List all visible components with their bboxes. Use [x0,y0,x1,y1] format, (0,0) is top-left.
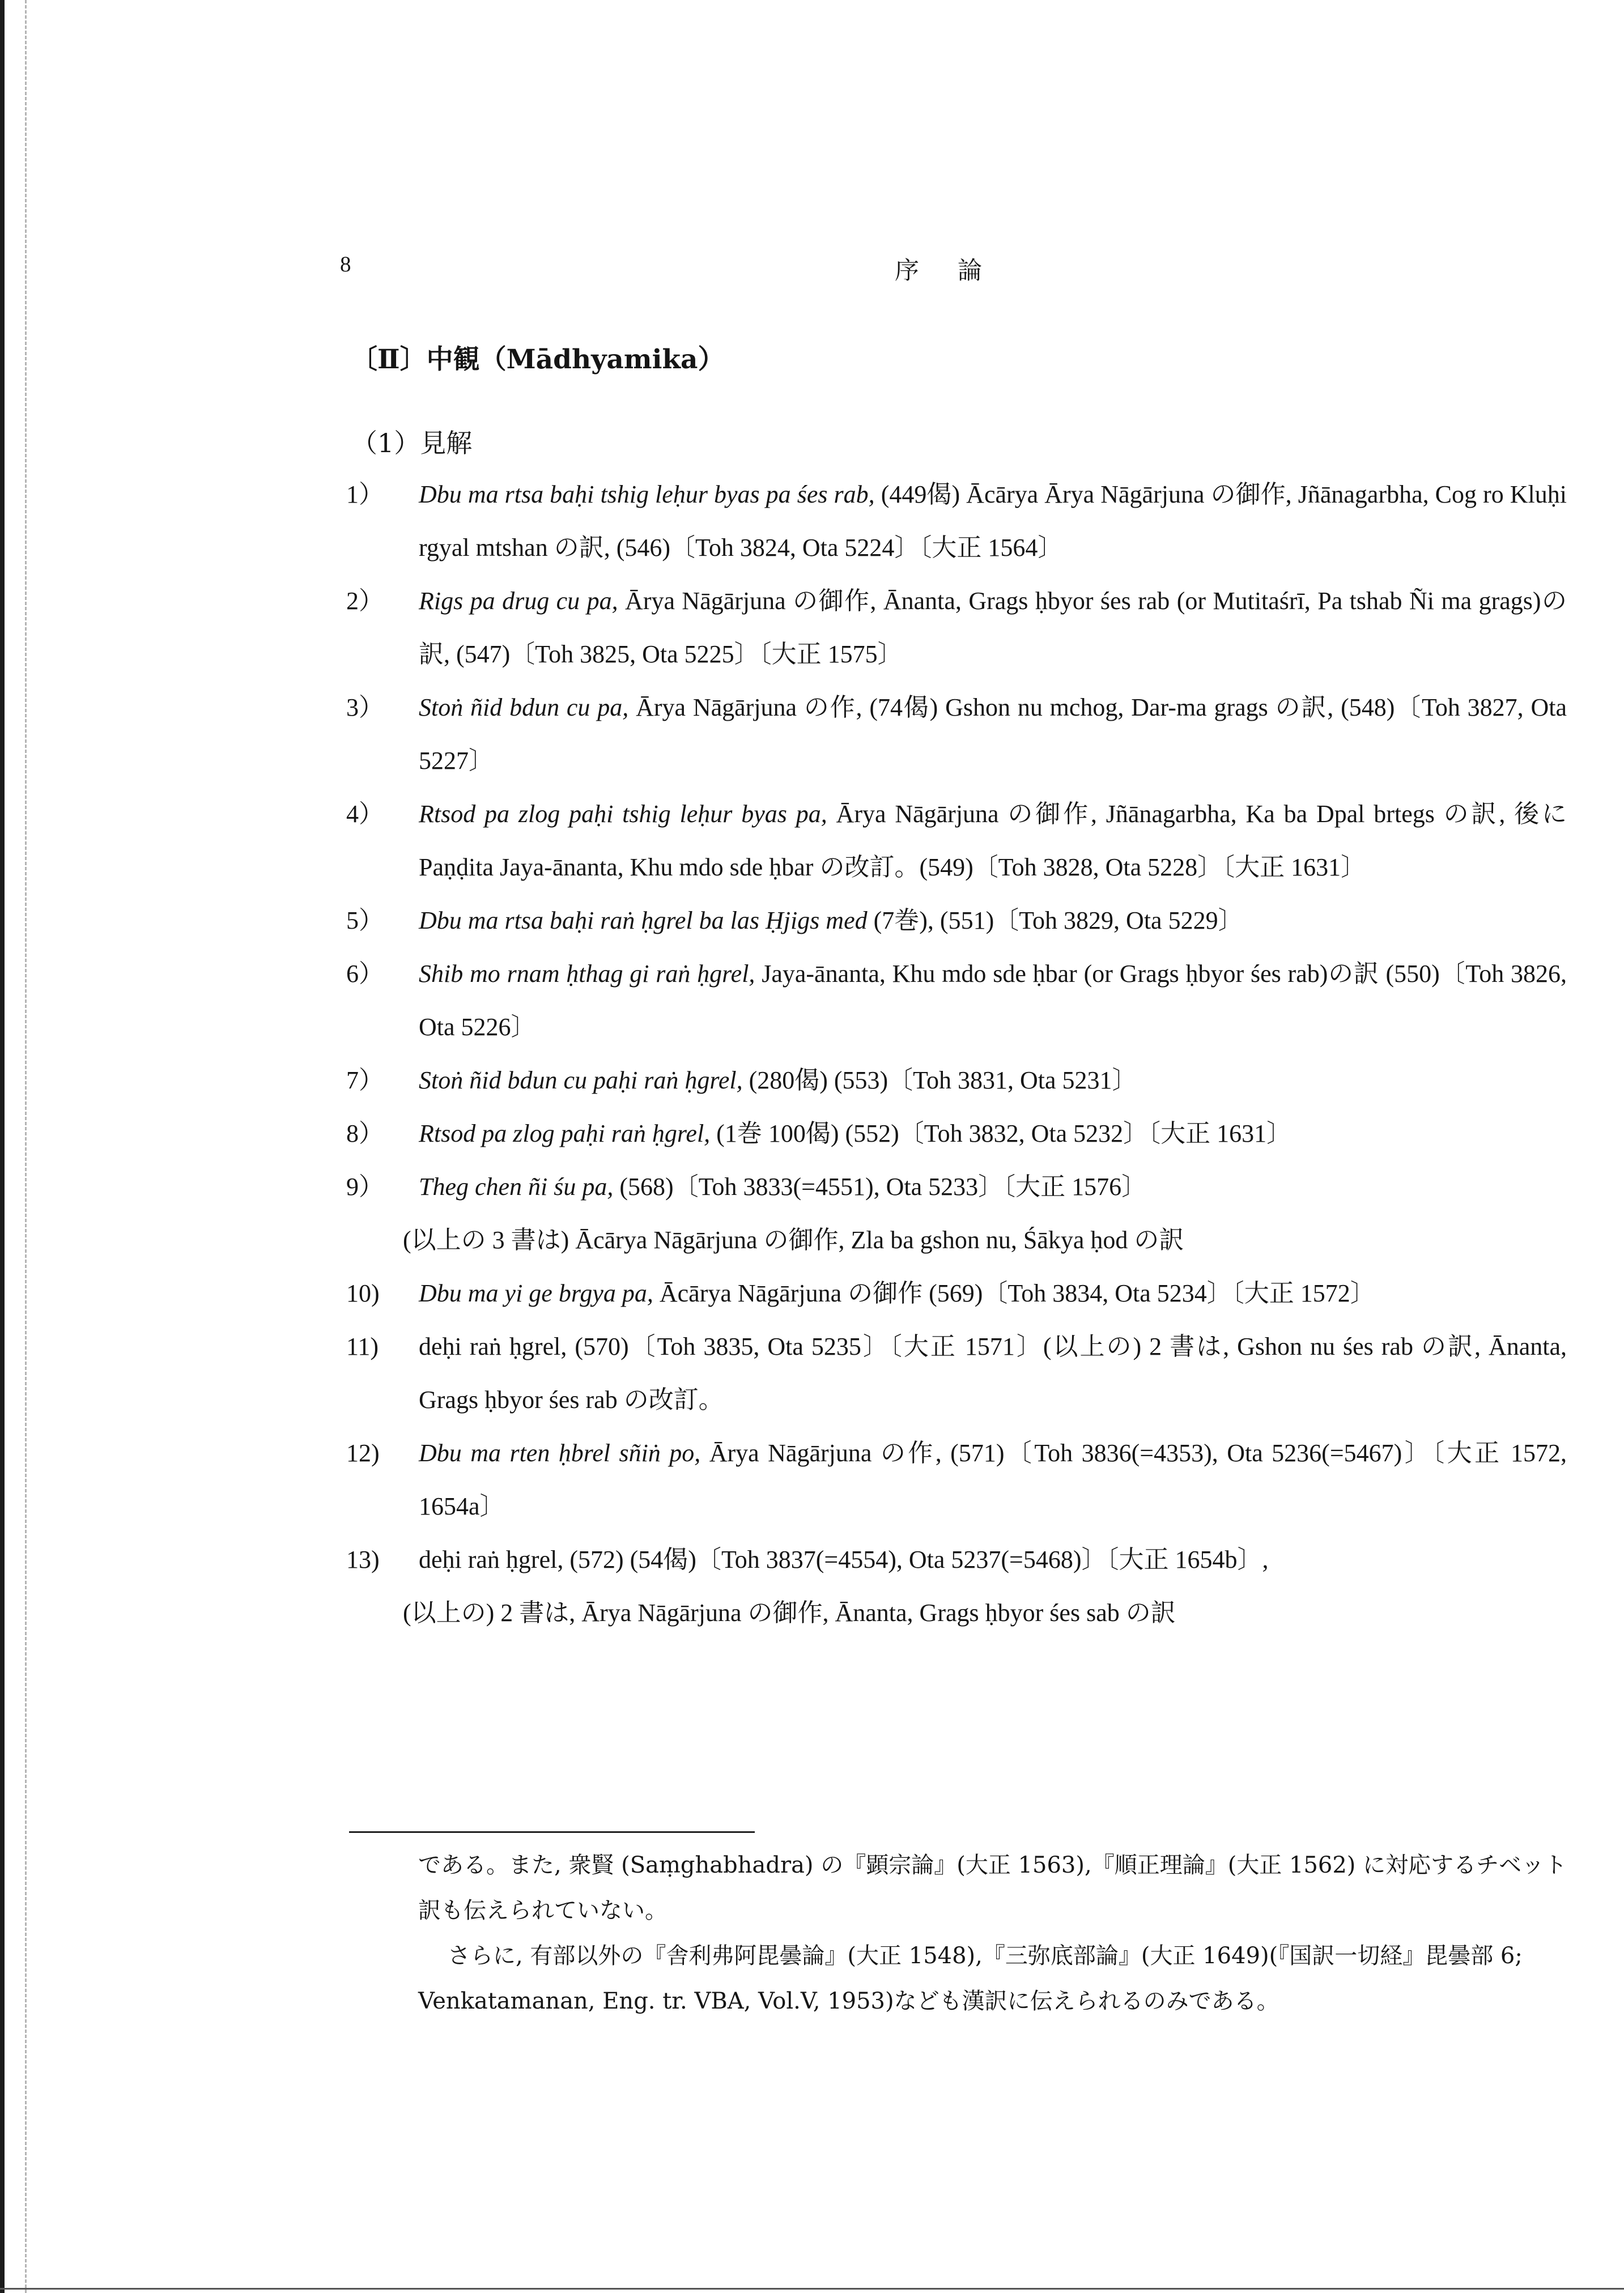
entry-body [419,1160,1567,1214]
entry-10 [346,1267,1567,1320]
entry-body [419,1107,1567,1160]
entry-4 [346,788,1567,894]
entry-5 [346,894,1567,947]
entry-body [419,1320,1567,1427]
page-header [340,252,1566,286]
entry-2 [346,575,1567,681]
entry-number: 10) [346,1279,380,1307]
entry-6 [346,947,1567,1054]
entry-details: (280偈) (553)〔Toh 3831, Ota 5231〕 [742,1066,1137,1094]
entry-title: Theg chen ñi śu pa, [419,1173,614,1201]
entry-body [419,1267,1567,1320]
entry-9 [346,1160,1567,1214]
entry-number: 7） [346,1066,384,1094]
entry-body [419,894,1567,947]
scan-bottom-edge [0,2288,1624,2290]
section-title: 〔Ⅱ〕中観（Mādhyamika） [351,344,725,375]
sub-heading: （1）見解 [351,428,473,458]
running-title: 序論 [895,257,1021,285]
page-number: 8 [340,252,351,276]
entry-3 [346,681,1567,788]
entry-body [419,1427,1567,1533]
summary-note: (以上の 3 書は) Ācārya Nāgārjuna の御作, Zla ba gshon nu, Śākya ḥod の訳 [403,1226,1184,1254]
entry-body [419,681,1567,788]
entry-details: (7巻), (551)〔Toh 3829, Ota 5229〕 [867,907,1243,934]
entry-details: Ārya Nāgārjuna の作, (74偈) Gshon nu mchog, Dar-ma grags の訳, (548)〔Toh 3827, Ota 5227〕 [419,694,1567,775]
entry-title: Dbu ma rtsa baḥi raṅ ḥgrel ba las Ḥjigs med [419,907,868,934]
footnote-rule [349,1831,755,1833]
entry-13 [346,1533,1567,1586]
footnote-paragraph: である。また, 衆賢 (Saṃghabhadra) の『顕宗論』(大正 1563),『順正理論』(大正 1562) に対応するチベット訳も伝えられていない。 [418,1852,1567,1924]
entry-number: 9） [346,1173,384,1201]
footnote [418,1843,1568,2024]
entry-body [419,575,1567,681]
entry-title: Stoṅ ñid bdun cu pa, [419,694,629,721]
entry-title: Shib mo rnam ḥthag gi raṅ ḥgrel, [419,960,755,988]
scan-left-edge [0,0,5,2293]
entry-11 [346,1320,1567,1427]
entry-details: (449偈) Ācārya Ārya Nāgārjuna の御作, Jñānagarbha, Cog ro Kluḥi rgyal mtshan の訳, (546)〔Toh 3824, Ota 5224〕〔大正 1564〕 [419,480,1567,561]
entry-number: 11) [346,1333,379,1360]
entry-title: Dbu ma yi ge brgya pa, [419,1279,653,1307]
entry-title: Rtsod pa zlog paḥi raṅ ḥgrel, [419,1120,711,1147]
entry-title: Rigs pa drug cu pa, [419,587,618,615]
entry-details: Ārya Nāgārjuna の作, (571)〔Toh 3836(=4353), Ota 5236(=5467)〕〔大正 1572, 1654a〕 [419,1439,1567,1520]
entry-title: Rtsod pa zlog paḥi tshig leḥur byas pa, [419,800,827,828]
entry-details: Ācārya Nāgārjuna の御作 (569)〔Toh 3834, Ota 5234〕〔大正 1572〕 [653,1279,1375,1307]
entry-number: 6） [346,960,384,988]
entry-body [419,947,1567,1054]
entry-number: 2） [346,587,384,615]
entry-number: 5） [346,907,384,934]
entry-number: 8） [346,1120,384,1147]
entry-number: 13) [346,1546,380,1573]
entry-7 [346,1054,1567,1107]
entry-8 [346,1107,1567,1160]
entry-details: deḥi raṅ ḥgrel, (572) (54偈)〔Toh 3837(=4554), Ota 5237(=5468)〕〔大正 1654b〕, [419,1546,1269,1573]
entry-details: Ārya Nāgārjuna の御作, Ānanta, Grags ḥbyor śes rab (or Mutitaśrī, Pa tshab Ñi ma grags)の訳, (547)〔Toh 3825, Ota 5225〕〔大正 1575〕 [419,587,1567,668]
entry-title: Stoṅ ñid bdun cu paḥi raṅ ḥgrel, [419,1066,743,1094]
entry-number: 1） [346,480,384,508]
entry-details: Jaya-ānanta, Khu mdo sde ḥbar (or Grags ḥbyor śes rab)の訳 (550)〔Toh 3826, Ota 5226〕 [419,960,1567,1041]
entry-details: Ārya Nāgārjuna の御作, Jñānagarbha, Ka ba Dpal brtegs の訳, 後に Paṇḍita Jaya-ānanta, Khu mdo sde ḥbar の改訂。(549)〔Toh 3828, Ota 5228〕〔大正 1631〕 [419,800,1567,881]
entry-title: Dbu ma rtsa baḥi tshig leḥur byas pa śes rab, [419,480,875,508]
entry-body [419,1054,1567,1107]
entry-1 [346,468,1567,575]
footnote-paragraph: さらに, 有部以外の『舎利弗阿毘曇論』(大正 1548),『三弥底部論』(大正 1649)(『国訳一切経』毘曇部 6; Venkatamanan, Eng. tr. VBA, Vol.V, 1953)なども漢訳に伝えられるのみである。 [418,1943,1523,2014]
entry-number: 12) [346,1439,380,1467]
entry-body [419,1533,1567,1586]
entry-number: 3） [346,694,384,721]
entry-12 [346,1427,1567,1533]
entry-number: 4） [346,800,384,828]
entry-title: Dbu ma rten ḥbrel sñiṅ po, [419,1439,701,1467]
scan-left-marks [25,0,28,2293]
entry-body [419,788,1567,894]
entry-list [346,468,1567,1640]
entry-details: (568)〔Toh 3833(=4551), Ota 5233〕〔大正 1576〕 [613,1173,1147,1201]
entry-details: (1巻 100偈) (552)〔Toh 3832, Ota 5232〕〔大正 1631〕 [710,1120,1292,1147]
summary-note: (以上の) 2 書は, Ārya Nāgārjuna の御作, Ānanta, Grags ḥbyor śes sab の訳 [403,1599,1176,1627]
entry-body [419,468,1567,575]
entry-details: deḥi raṅ ḥgrel, (570)〔Toh 3835, Ota 5235〕〔大正 1571〕(以上の) 2 書は, Gshon nu śes rab の訳, Ānanta, Grags ḥbyor śes rab の改訂。 [419,1333,1567,1414]
